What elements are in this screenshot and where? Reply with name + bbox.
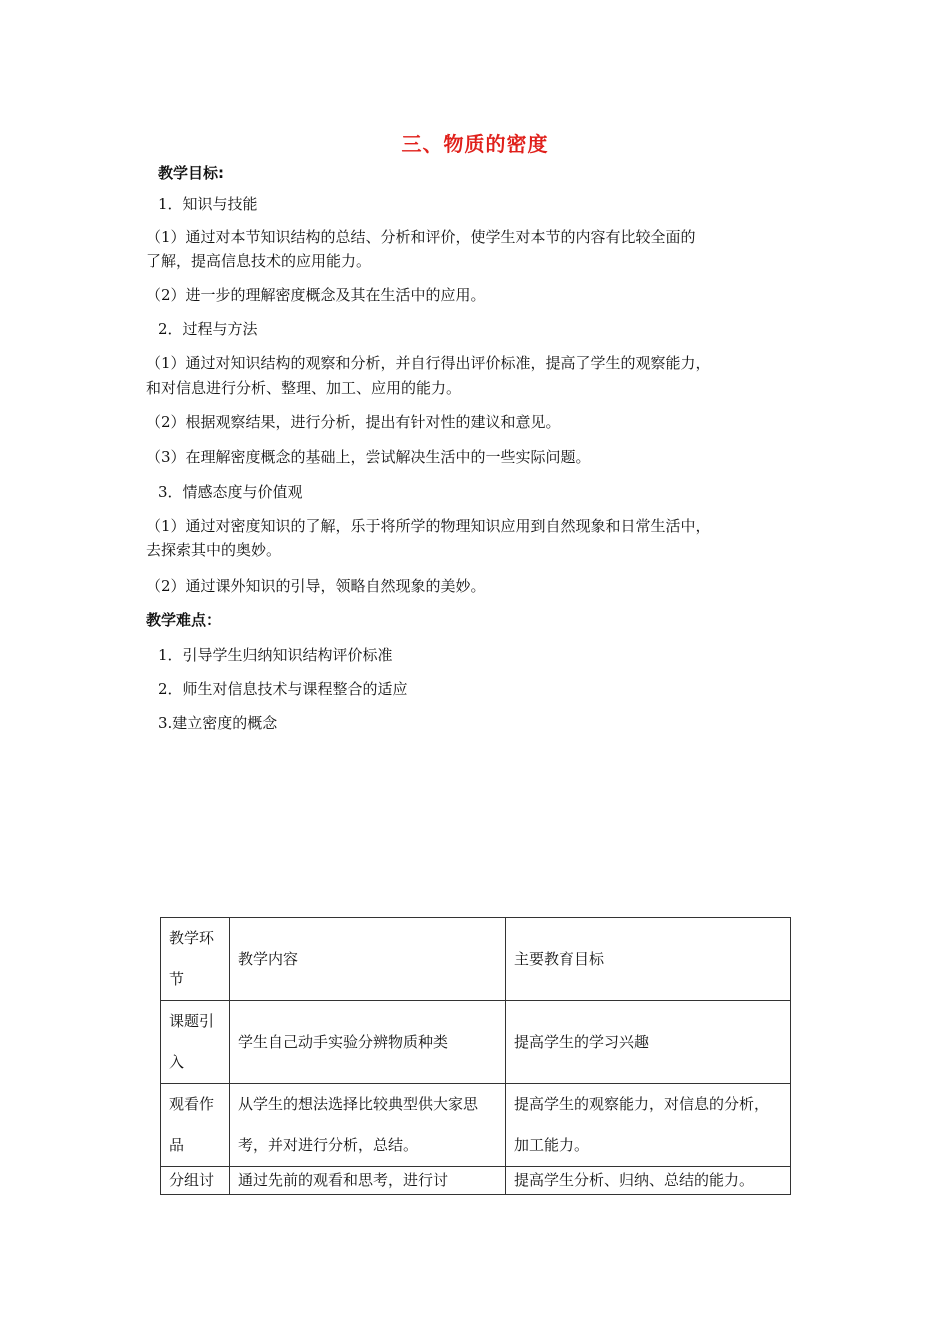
section-1-item-1-line-1: （1）通过对本节知识结构的总结、分析和评价，使学生对本节的内容有比较全面的	[146, 228, 696, 246]
section-1-item-2: （2）进一步的理解密度概念及其在生活中的应用。	[146, 286, 486, 304]
lesson-plan-table	[160, 917, 791, 1195]
table-row	[161, 1167, 791, 1195]
section-1-item-1-line-2: 了解，提高信息技术的应用能力。	[146, 252, 372, 270]
section-2-item-2: （2）根据观察结果，进行分析，提出有针对性的建议和意见。	[146, 413, 561, 431]
section-3-item-1-line-2: 去探索其中的奥妙。	[146, 541, 282, 559]
section-2-item-1-line-1: （1）通过对知识结构的观察和分析，并自行得出评价标准，提高了学生的观察能力，	[146, 354, 711, 372]
row-1-stage: 课题引入	[161, 1001, 230, 1084]
document-title: 三、物质的密度	[401, 132, 549, 156]
difficulty-2: 2．师生对信息技术与课程整合的适应	[158, 680, 408, 698]
header-goal: 主要教育目标	[506, 918, 791, 1001]
row-2-stage: 观看作品	[161, 1084, 230, 1167]
section-2-item-1-line-2: 和对信息进行分析、整理、加工、应用的能力。	[146, 379, 462, 397]
row-1-goal: 提高学生的学习兴趣	[506, 1001, 791, 1084]
row-3-goal: 提高学生分析、归纳、总结的能力。	[514, 1171, 755, 1189]
row-3-content: 通过先前的观看和思考，进行讨	[238, 1171, 449, 1189]
section-1-heading: 1．知识与技能	[158, 195, 258, 213]
row-1-content: 学生自己动手实验分辨物质种类	[230, 1001, 506, 1084]
section-2-heading: 2．过程与方法	[158, 320, 258, 338]
row-3-stage: 分组讨	[169, 1171, 215, 1189]
header-stage: 教学环节	[161, 918, 230, 1001]
section-3-item-2: （2）通过课外知识的引导，领略自然现象的美妙。	[146, 577, 486, 595]
table-row	[161, 1084, 791, 1167]
table-header-row	[161, 918, 791, 1001]
section-3-heading: 3．情感态度与价值观	[158, 483, 303, 501]
difficulty-1: 1．引导学生归纳知识结构评价标准	[158, 646, 393, 664]
row-2-goal: 提高学生的观察能力，对信息的分析，加工能力。	[506, 1084, 791, 1167]
row-2-content: 从学生的想法选择比较典型供大家思考，并对进行分析，总结。	[230, 1084, 506, 1167]
objectives-heading: 教学目标:	[158, 164, 224, 182]
table-row	[161, 1001, 791, 1084]
difficulty-3: 3.建立密度的概念	[158, 714, 278, 732]
difficulties-heading: 教学难点：	[146, 611, 222, 629]
header-content: 教学内容	[230, 918, 506, 1001]
section-3-item-1-line-1: （1）通过对密度知识的了解，乐于将所学的物理知识应用到自然现象和日常生活中，	[146, 517, 711, 535]
section-2-item-3: （3）在理解密度概念的基础上，尝试解决生活中的一些实际问题。	[146, 448, 591, 466]
